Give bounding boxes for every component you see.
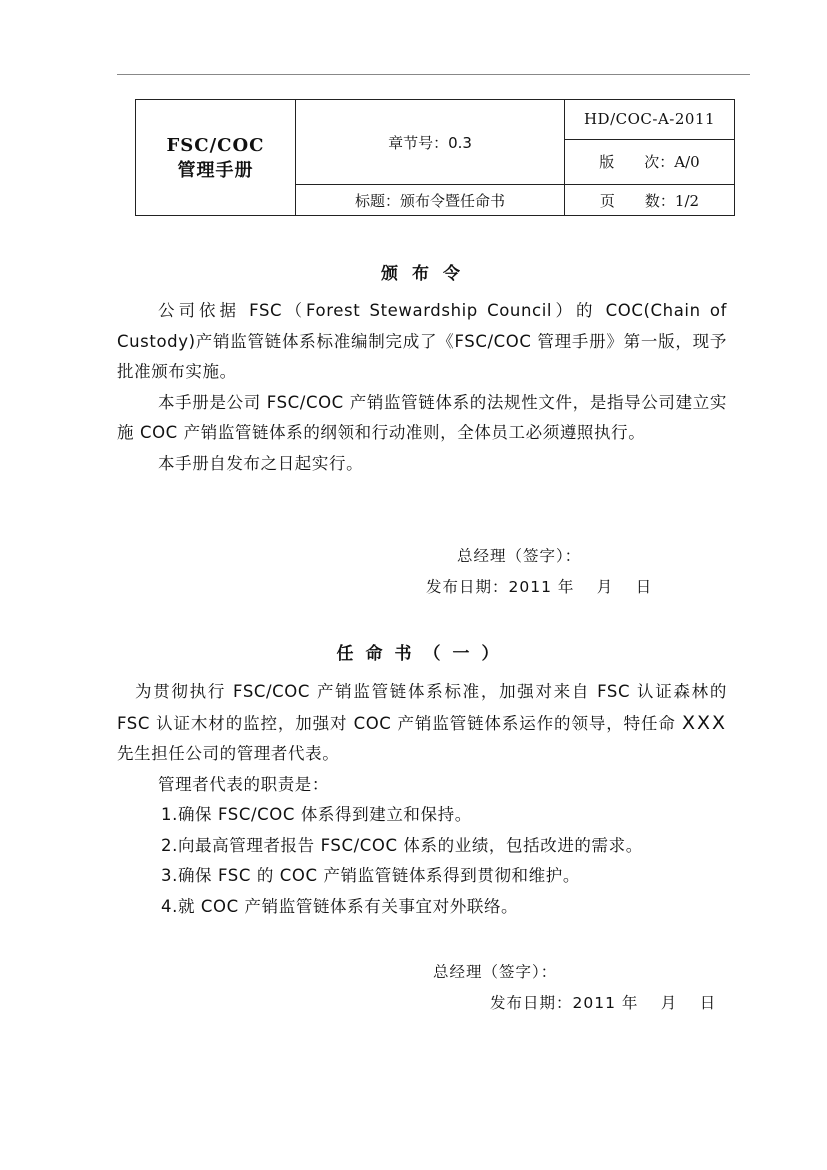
version-label: 版 次 (599, 153, 660, 172)
decree-title: 颁布令 (381, 264, 474, 284)
chapter-cell: 章节号：0.3 (296, 100, 565, 185)
duty-item: 3.确保 FSC 的 COC 产销监管链体系得到贯彻和维护。 (161, 866, 580, 885)
appointment-body (117, 677, 727, 922)
decree-paragraph-2: 本手册是公司 FSC/COC 产销监管链体系的法规性文件，是指导公司建立实施 COC 产销监管链体系的纲领和行动准则，全体员工必须遵照执行。 (117, 392, 727, 442)
doc-code-cell: HD/COC-A-2011 (565, 100, 735, 140)
appointee-name: XXX (681, 711, 727, 734)
duty-item: 2.向最高管理者报告 FSC/COC 体系的业绩，包括改进的需求。 (161, 835, 643, 855)
decree-signature: 总经理（签字）： (457, 547, 582, 565)
page-value: ：1/2 (659, 191, 700, 210)
appointment-title: 任命书（一） (336, 644, 511, 664)
duties-heading: 管理者代表的职责是： (158, 774, 329, 794)
header-rule (117, 74, 750, 75)
version-cell (565, 139, 735, 185)
decree-paragraph-3: 本手册自发布之日起实行。 (158, 453, 364, 473)
page-count-cell (565, 185, 735, 216)
brand-line-1: FSC/COC (166, 134, 265, 156)
manual-brand-cell (136, 100, 296, 216)
duty-item: 1.确保 FSC/COC 体系得到建立和保持。 (161, 805, 472, 824)
decree-date: 发布日期：2011 年 月 日 (426, 578, 653, 596)
decree-body (117, 296, 727, 479)
page-label: 页 数 (599, 191, 660, 210)
decree-paragraph-1: 公司依据 FSC（Forest Stewardship Council）的 COC(Chain of Custody)产销监管链体系标准编制完成了《FSC/COC 管理手册》第一版，现予批准颁布实施。 (117, 301, 727, 381)
appointment-intro-end: 先生担任公司的管理者代表。 (117, 744, 340, 763)
subject-cell: 标题：颁布令暨任命书 (296, 185, 565, 216)
appointment-intro (117, 677, 727, 770)
appointment-date: 发布日期：2011 年 月 日 (490, 994, 717, 1012)
appointment-intro-text: 为贯彻执行 FSC/COC 产销监管链体系标准，加强对来自 FSC 认证森林的 FSC 认证木材的监控，加强对 COC 产销监管链体系运作的领导，特任命 (117, 682, 727, 733)
document-header-table (135, 99, 735, 216)
appointment-signature: 总经理（签字）： (433, 963, 558, 981)
duty-item: 4.就 COC 产销监管链体系有关事宜对外联络。 (161, 896, 519, 916)
brand-line-2: 管理手册 (177, 159, 254, 181)
version-value: ：A/0 (659, 153, 700, 172)
